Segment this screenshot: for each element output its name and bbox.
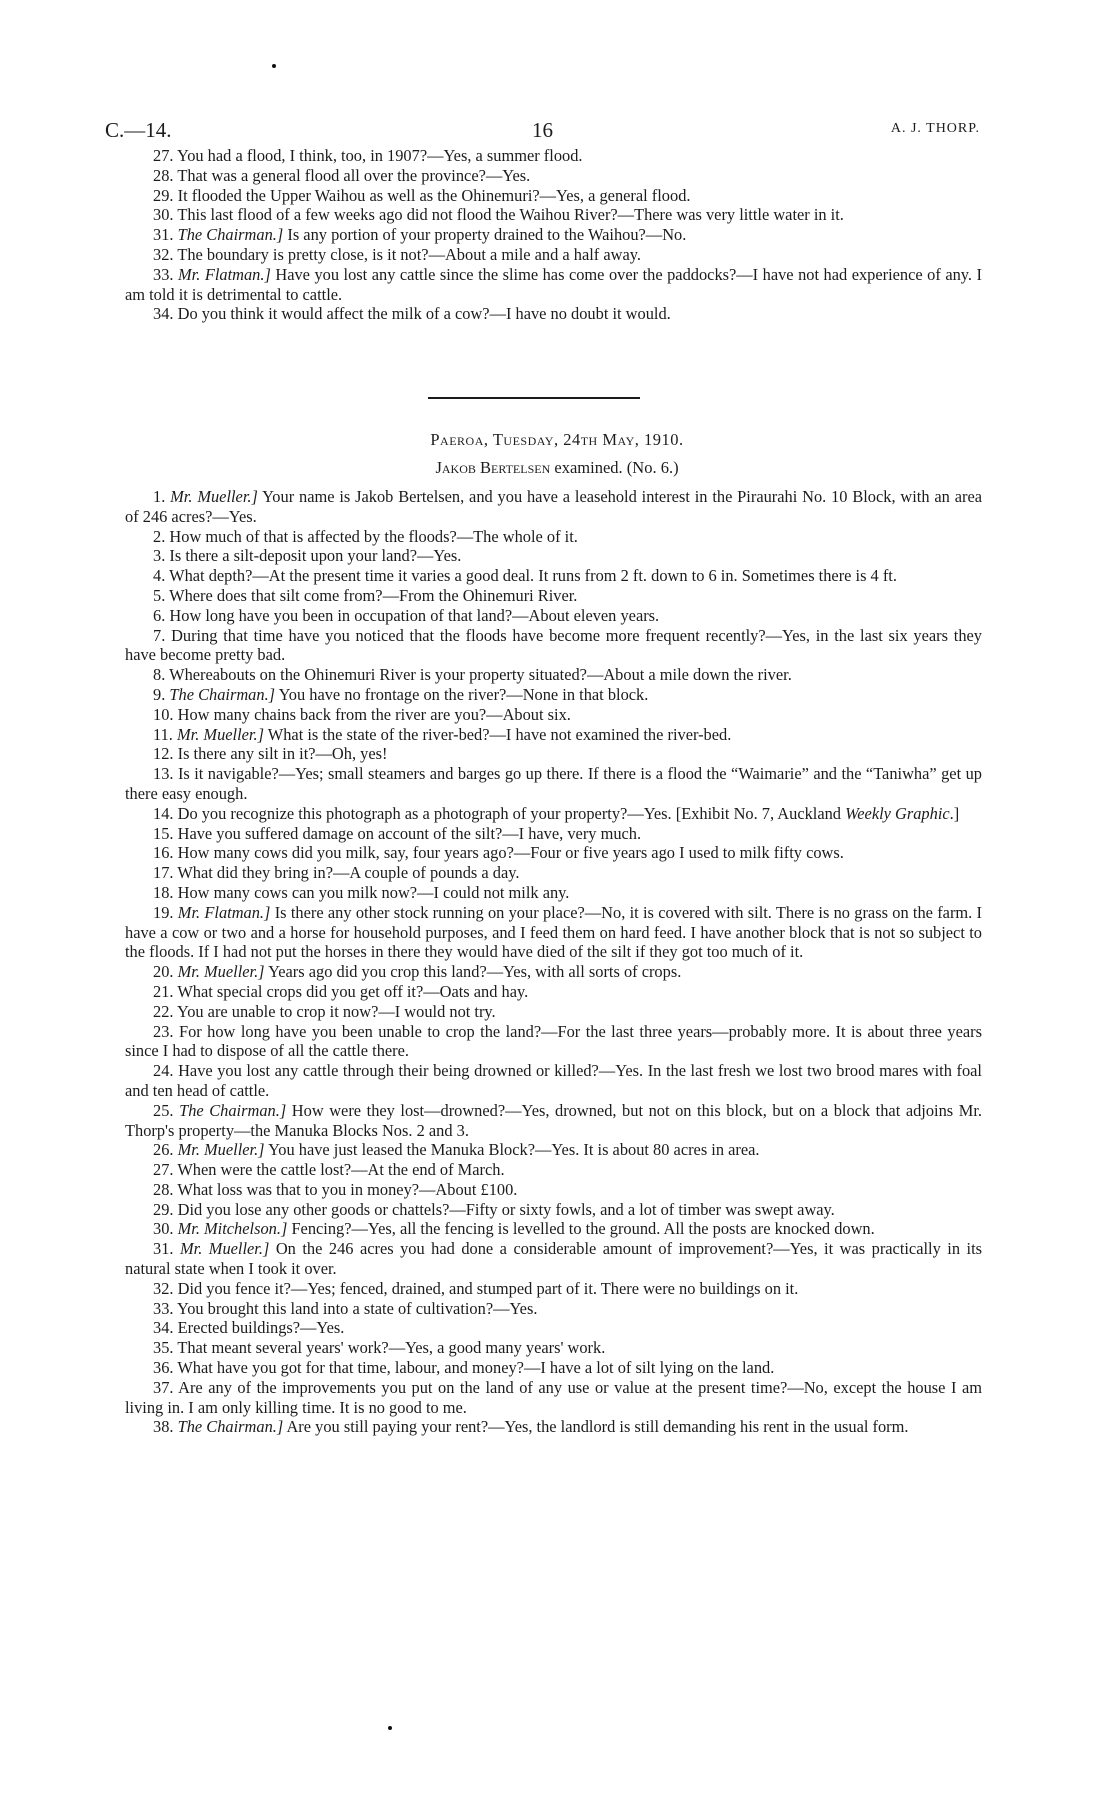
speaker-label: Mr. Mitchelson.] xyxy=(177,1219,288,1239)
paragraph-number: 30. xyxy=(153,205,174,225)
testimony-paragraph xyxy=(125,962,982,982)
testimony-paragraph xyxy=(125,1140,982,1160)
testimony-paragraph xyxy=(125,665,982,685)
paragraph-text: What is the state of the river-bed?—I have not examined the river-bed. xyxy=(267,724,732,744)
testimony-paragraph xyxy=(125,1239,982,1279)
paragraph-text: Is any portion of your property drained to the Waihou?—No. xyxy=(287,225,687,245)
paragraph-text: Are any of the improvements you put on the land of any use or value at the present time?—No, except the house I am living in. I am only killing time. It is no good to me. xyxy=(125,1377,982,1417)
paragraph-text: How many cows did you milk, say, four years ago?—Four or five years ago I used to milk fifty cows. xyxy=(177,843,844,863)
testimony-paragraph xyxy=(125,1002,982,1022)
paragraph-text: Is it navigable?—Yes; small steamers and barges go up there. If there is a flood the “Waimarie” and the “Taniwha” get up there easy enough. xyxy=(125,764,982,803)
paragraph-text: On the 246 acres you had done a considerable amount of improvement?—Yes, it was practically in its natural state when I took it over. xyxy=(125,1239,982,1279)
speaker-label: The Chairman.] xyxy=(177,225,284,245)
paragraph-number: 32. xyxy=(153,1278,174,1298)
paragraph-text: You brought this land into a state of cultivation?—Yes. xyxy=(177,1298,538,1318)
testimony-paragraph xyxy=(125,245,982,265)
paragraph-number: 21. xyxy=(153,981,174,1001)
paragraph-number: 27. xyxy=(153,146,174,165)
speck-mark xyxy=(272,64,276,68)
testimony-paragraph xyxy=(125,1160,982,1180)
paragraph-number: 24. xyxy=(153,1061,174,1081)
paragraph-number: 31. xyxy=(153,225,174,245)
page-header xyxy=(105,118,980,144)
paragraph-text: Have you lost any cattle since the slime has come over the paddocks?—I have not had experience of any. I am told it is detrimental to cattle. xyxy=(125,264,982,304)
testimony-paragraph xyxy=(125,546,982,566)
paragraph-number: 35. xyxy=(153,1338,174,1358)
speaker-label: Mr. Mueller.] xyxy=(177,724,264,744)
witness-name: Jakob Bertelsen xyxy=(435,458,551,477)
paragraph-number: 31. xyxy=(153,1239,174,1259)
paragraph-text: Do you think it would affect the milk of a cow?—I have no doubt it would. xyxy=(177,304,671,324)
testimony-paragraph xyxy=(125,1180,982,1200)
paragraph-number: 14. xyxy=(153,803,174,823)
testimony-paragraph xyxy=(125,744,982,764)
paragraph-number: 34. xyxy=(153,304,174,324)
paragraph-number: 33. xyxy=(153,1298,174,1318)
paragraph-number: 29. xyxy=(153,1199,174,1219)
paragraph-number: 22. xyxy=(153,1001,174,1021)
paragraph-text: Fencing?—Yes, all the fencing is levelled to the ground. All the posts are knocked down. xyxy=(291,1219,875,1239)
paragraph-number: 29. xyxy=(153,185,174,205)
paragraph-number: 36. xyxy=(153,1358,174,1378)
section-divider xyxy=(428,397,640,399)
testimony-paragraph xyxy=(125,586,982,606)
paragraph-number: 28. xyxy=(153,165,174,185)
paragraph-number: 9. xyxy=(153,684,166,704)
paragraph-number: 28. xyxy=(153,1179,174,1199)
speaker-label: Mr. Mueller.] xyxy=(177,962,265,982)
paragraph-text: You had a flood, I think, too, in 1907?—Yes, a summer flood. xyxy=(177,146,583,165)
paragraph-number: 11. xyxy=(153,724,173,744)
testimony-paragraph xyxy=(125,725,982,745)
document-code: C.—14. xyxy=(105,118,172,142)
paragraph-number: 12. xyxy=(153,744,174,764)
paragraph-text: That meant several years' work?—Yes, a good many years' work. xyxy=(177,1338,606,1358)
speaker-label: Mr. Mueller.] xyxy=(180,1239,270,1259)
main-testimony xyxy=(125,487,982,1437)
paragraph-text: That was a general flood all over the province?—Yes. xyxy=(177,165,531,185)
paragraph-text: Have you lost any cattle through their being drowned or killed?—Yes. In the last fresh we lost two brood mares with foal and ten head of cattle. xyxy=(125,1061,982,1100)
testimony-paragraph xyxy=(125,205,982,225)
paragraph-number: 26. xyxy=(153,1140,174,1160)
paragraph-text: How many cows can you milk now?—I could not milk any. xyxy=(177,882,570,902)
speaker-label: Mr. Flatman.] xyxy=(178,264,271,284)
section-title: Paeroa, Tuesday, 24th May, 1910. xyxy=(430,430,684,449)
testimony-paragraph xyxy=(125,626,982,666)
paragraph-text: How many chains back from the river are you?—About six. xyxy=(177,704,571,724)
paragraph-tail: .] xyxy=(949,803,960,823)
testimony-paragraph xyxy=(125,186,982,206)
paragraph-text: It flooded the Upper Waihou as well as the Ohinemuri?—Yes, a general flood. xyxy=(177,185,691,205)
witness-line xyxy=(0,458,1114,478)
paragraph-text: Did you lose any other goods or chattels?—Fifty or sixty fowls, and a lot of timber was swept away. xyxy=(177,1199,835,1219)
testimony-paragraph xyxy=(125,166,982,186)
paragraph-number: 18. xyxy=(153,882,174,902)
testimony-paragraph xyxy=(125,146,982,166)
testimony-paragraph xyxy=(125,1101,982,1141)
paragraph-number: 23. xyxy=(153,1021,174,1041)
testimony-paragraph xyxy=(125,705,982,725)
testimony-paragraph xyxy=(125,1338,982,1358)
paragraph-text: Do you recognize this photograph as a photograph of your property?—Yes. [Exhibit No. 7, Auckland xyxy=(177,803,842,823)
paragraph-text: You are unable to crop it now?—I would not try. xyxy=(177,1001,496,1021)
paragraph-text: What loss was that to you in money?—About £100. xyxy=(177,1179,518,1199)
testimony-paragraph xyxy=(125,764,982,804)
paragraph-text: Is there any other stock running on your place?—No, it is covered with silt. There is no grass on the farm. I have a cow or two and a horse for household purposes, and I feed them on hard feed. I have another block that is not so subject to the floods. If I had not put the horses in there they would have died of the silt if they got too much of it. xyxy=(125,902,983,962)
testimony-paragraph xyxy=(125,527,982,547)
witness-running-head: A. J. THORP. xyxy=(890,121,980,136)
paragraph-text: What did they bring in?—A couple of pounds a day. xyxy=(177,863,520,883)
testimony-paragraph xyxy=(125,487,982,527)
speck-mark xyxy=(388,1726,392,1730)
paragraph-number: 13. xyxy=(153,764,174,784)
paragraph-number: 25. xyxy=(153,1100,174,1120)
testimony-paragraph xyxy=(125,982,982,1002)
speaker-label: Mr. Mueller.] xyxy=(170,487,258,506)
paragraph-number: 4. xyxy=(153,566,166,586)
paragraph-text: Did you fence it?—Yes; fenced, drained, and stumped part of it. There were no buildings on it. xyxy=(177,1278,799,1298)
paragraph-number: 6. xyxy=(153,605,166,625)
testimony-paragraph xyxy=(125,606,982,626)
paragraph-text: Is there a silt-deposit upon your land?—Yes. xyxy=(169,546,462,566)
testimony-paragraph xyxy=(125,863,982,883)
paragraph-text: What have you got for that time, labour, and money?—I have a lot of silt lying on the land. xyxy=(177,1358,775,1378)
witness-status: examined. (No. 6.) xyxy=(554,458,679,477)
testimony-paragraph xyxy=(125,1318,982,1338)
paragraph-text: Whereabouts on the Ohinemuri River is your property situated?—About a mile down the river. xyxy=(169,665,792,685)
paragraph-number: 34. xyxy=(153,1318,174,1338)
paragraph-number: 38. xyxy=(153,1417,174,1437)
paragraph-number: 20. xyxy=(153,962,174,982)
testimony-paragraph xyxy=(125,265,982,305)
paragraph-number: 2. xyxy=(153,526,166,546)
paragraph-text: How were they lost—drowned?—Yes, drowned, but not on this block, but on a block that adjoins Mr. Thorp's property—the Manuka Blocks Nos. 2 and 3. xyxy=(125,1100,982,1140)
paragraph-number: 10. xyxy=(153,704,174,724)
paragraph-text: Is there any silt in it?—Oh, yes! xyxy=(177,744,388,764)
paragraph-text: This last flood of a few weeks ago did not flood the Waihou River?—There was very little water in it. xyxy=(177,205,844,225)
paragraph-text: Years ago did you crop this land?—Yes, with all sorts of crops. xyxy=(268,962,682,982)
testimony-paragraph xyxy=(125,1200,982,1220)
paragraph-number: 3. xyxy=(153,546,166,566)
speaker-label: Mr. Mueller.] xyxy=(177,1140,265,1160)
paragraph-text: What depth?—At the present time it varies a good deal. It runs from 2 ft. down to 6 in. Sometimes there is 4 ft. xyxy=(169,566,897,586)
testimony-paragraph xyxy=(125,804,982,824)
paragraph-number: 17. xyxy=(153,863,174,883)
testimony-paragraph xyxy=(125,685,982,705)
testimony-paragraph xyxy=(125,1358,982,1378)
testimony-paragraph xyxy=(125,1299,982,1319)
testimony-paragraph xyxy=(125,824,982,844)
top-testimony xyxy=(125,146,982,324)
paragraph-number: 19. xyxy=(153,902,174,922)
testimony-paragraph xyxy=(125,225,982,245)
testimony-paragraph xyxy=(125,1061,982,1101)
paragraph-text: How much of that is affected by the floods?—The whole of it. xyxy=(169,526,578,546)
testimony-paragraph xyxy=(125,566,982,586)
paragraph-text: Your name is Jakob Bertelsen, and you have a leasehold interest in the Piraurahi No. 10 Block, with an area of 246 acres?—Yes. xyxy=(125,487,983,526)
testimony-paragraph xyxy=(125,1378,982,1418)
paragraph-text: Are you still paying your rent?—Yes, the landlord is still demanding his rent in the usual form. xyxy=(286,1417,909,1437)
paragraph-number: 27. xyxy=(153,1160,174,1180)
testimony-paragraph xyxy=(125,304,982,324)
testimony-paragraph xyxy=(125,1417,982,1437)
paragraph-number: 33. xyxy=(153,264,174,284)
paragraph-text: When were the cattle lost?—At the end of March. xyxy=(177,1160,505,1180)
testimony-paragraph xyxy=(125,843,982,863)
speaker-label: Mr. Flatman.] xyxy=(177,902,271,922)
testimony-paragraph xyxy=(125,1022,982,1062)
testimony-paragraph xyxy=(125,903,982,962)
paragraph-text: Erected buildings?—Yes. xyxy=(177,1318,345,1338)
testimony-paragraph xyxy=(125,883,982,903)
publication-title: Weekly Graphic xyxy=(845,803,950,823)
paragraph-text: Where does that silt come from?—From the Ohinemuri River. xyxy=(169,585,578,605)
paragraph-number: 37. xyxy=(153,1377,174,1397)
paragraph-text: Have you suffered damage on account of the silt?—I have, very much. xyxy=(177,823,642,843)
page-number: 16 xyxy=(532,118,553,142)
paragraph-number: 8. xyxy=(153,665,166,685)
speaker-label: The Chairman.] xyxy=(169,684,276,704)
paragraph-text: During that time have you noticed that the floods have become more frequent recently?—Yes, in the last six years they have become pretty bad. xyxy=(125,625,982,665)
testimony-paragraph xyxy=(125,1219,982,1239)
paragraph-number: 32. xyxy=(153,244,174,264)
paragraph-number: 7. xyxy=(153,625,166,645)
paragraph-text: The boundary is pretty close, is it not?—About a mile and a half away. xyxy=(177,244,641,264)
paragraph-number: 15. xyxy=(153,823,174,843)
speaker-label: The Chairman.] xyxy=(179,1100,287,1120)
paragraph-text: What special crops did you get off it?—Oats and hay. xyxy=(177,981,529,1001)
paragraph-text: You have just leased the Manuka Block?—Yes. It is about 80 acres in area. xyxy=(268,1140,760,1160)
paragraph-number: 1. xyxy=(153,487,166,506)
paragraph-text: For how long have you been unable to crop the land?—For the last three years—probably more. It is about three years since I had to dispose of all the cattle there. xyxy=(125,1021,982,1061)
paragraph-text: You have no frontage on the river?—None in that block. xyxy=(278,684,649,704)
paragraph-number: 30. xyxy=(153,1219,174,1239)
paragraph-text: How long have you been in occupation of that land?—About eleven years. xyxy=(169,605,660,625)
paragraph-number: 16. xyxy=(153,843,174,863)
speaker-label: The Chairman.] xyxy=(177,1417,284,1437)
paragraph-number: 5. xyxy=(153,585,166,605)
testimony-paragraph xyxy=(125,1279,982,1299)
